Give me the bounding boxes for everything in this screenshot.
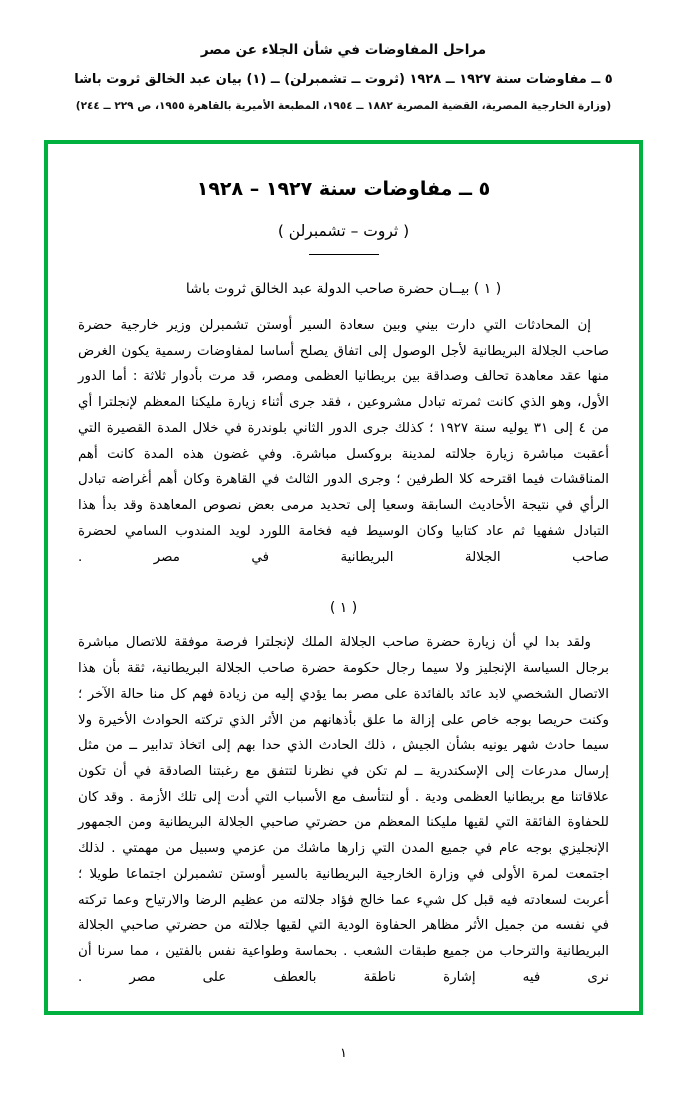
section-heading: ( ١ ) بيــان حضرة صاحب الدولة عبد الخالق ثروت باشا	[185, 281, 502, 297]
divider-rule	[309, 254, 379, 255]
page-header	[0, 0, 687, 115]
paragraph-2-text: ولقد بدا لي أن زيارة حضرة صاحب الجلالة الملك لإنجلترا فرصة موفقة للاتصال مباشرة برجال السياسة الإنجليز ولا سيما رجال حكومة حضرة صاحب الجلالة البريطانية، ثقة بأن هذا الاتصال الشخصي لابد عائد بالفائدة على مصر بما يؤدي إليه من زيادة فهم كل منا حالة الآخر ؛ وكنت حريصا بوجه خاص على إزالة ما علق بأذهانهم من الأثر الذي تركته الحوادث الأخيرة ولا سيما حادث شهر يونيه بشأن الجيش ، ذلك الحادث الذي حدا بهم إلى اتخاذ تدابير ــ من مثل إرسال مدرعات إلى الإسكندرية ــ لم تكن في نظرنا لتتفق مع رغبتنا الصادقة في أن تكون علاقاتنا مع بريطانيا العظمى ودية . أو لنتأسف مع الأسباب التي أدت إلى تلك الأزمة . وقد كان للحفاوة الفائقة التي لقيها مليكنا المعظم من حضرتي صاحبي الجلالة البريطانية ومن الجمهور الإنجليزي بوجه عام في جميع المدن التي زارها ماشك من عزمي وسبيل من مهمتي . لذلك اجتمعت لمرة الأولى في وزارة الخارجية البريطانية بالسير أوستن تشمبرلن اجتماعا طويلا ؛ أعربت لسعادته فيه قبل كل شيء عما خالج فؤاد جلالته من عظيم الرضا والارتياح وعما تركته في نفسه من جميل الأثر مظاهر الحفاوة الودية التي لقيها جلالته من حضرتي صاحبي الجلالة البريطانية والترحاب من جميع طبقات الشعب . بحماسة وطواعية نفس بالفتين ، مما سرنا أن نرى فيه إشارة ناطقة بالعطف على مصر .	[78, 635, 609, 985]
header-title: مراحل المفاوضات في شأن الجلاء عن مصر	[200, 42, 487, 58]
subsection-number: ( ١ )	[329, 600, 358, 617]
document-subtitle: ( ثروت – تشمبرلن )	[277, 222, 410, 240]
document-title: ٥ ــ مفاوضات سنة ١٩٢٧ – ١٩٢٨	[196, 178, 491, 200]
header-source-citation: (وزارة الخارجية المصرية، القضية المصرية ١٨٨٢ ــ ١٩٥٤، المطبعة الأميرية بالقاهرة ١٩٥٥، ص ٢٢٩ ــ ٢٤٤)	[75, 99, 612, 112]
header-subtitle: ٥ ــ مفاوضات سنة ١٩٢٧ ــ ١٩٢٨ (ثروت ــ تشمبرلن) ــ (١) بيان عبد الخالق ثروت باشا	[74, 72, 613, 88]
document-body	[48, 144, 639, 1011]
green-border-frame	[44, 140, 643, 1015]
page-folio-number: ١	[340, 1046, 347, 1061]
paragraph-1	[78, 313, 609, 570]
paragraph-1-text: إن المحادثات التي دارت بيني وبين سعادة السير أوستن تشمبرلن وزير خارجية حضرة صاحب الجلالة البريطانية لأجل الوصول إلى اتفاق يصلح أساسا لمفاوضات رسمية يكون الغرض منها عقد معاهدة تحالف وصداقة بين بريطانيا العظمى ومصر، قد مرت بأدوار ثلاثة : أما الدور الأول، وهو الذي كانت ثمرته تبادل مشروعين ، فقد جرى أثناء زيارة مليكنا المعظم لإنجلترا أي من ٤ إلى ٣١ يوليه سنة ١٩٢٧ ؛ كذلك جرى الدور الثاني بلوندرة في خلال المدة القصيرة التي أعقبت مباشرة زيارة جلالته لمدينة بروكسل مباشرة. وفي غضون هذه المدة كانت أهم المناقشات فيما اقترحه كلا الطرفين ؛ وجرى الدور الثالث في القاهرة وكان أهم أغراضه تبادل الرأي في نتيجة الأحاديث السابقة وسعيا إلى تحديد مرمى بعض نصوص المعاهدة وقد بدأ هذا التبادل شفهيا ثم عاد كتابيا وكان الوسيط فيه فخامة اللورد لويد المندوب السامي لحضرة صاحب الجلالة البريطانية في مصر .	[78, 318, 609, 565]
paragraph-2	[78, 630, 609, 990]
